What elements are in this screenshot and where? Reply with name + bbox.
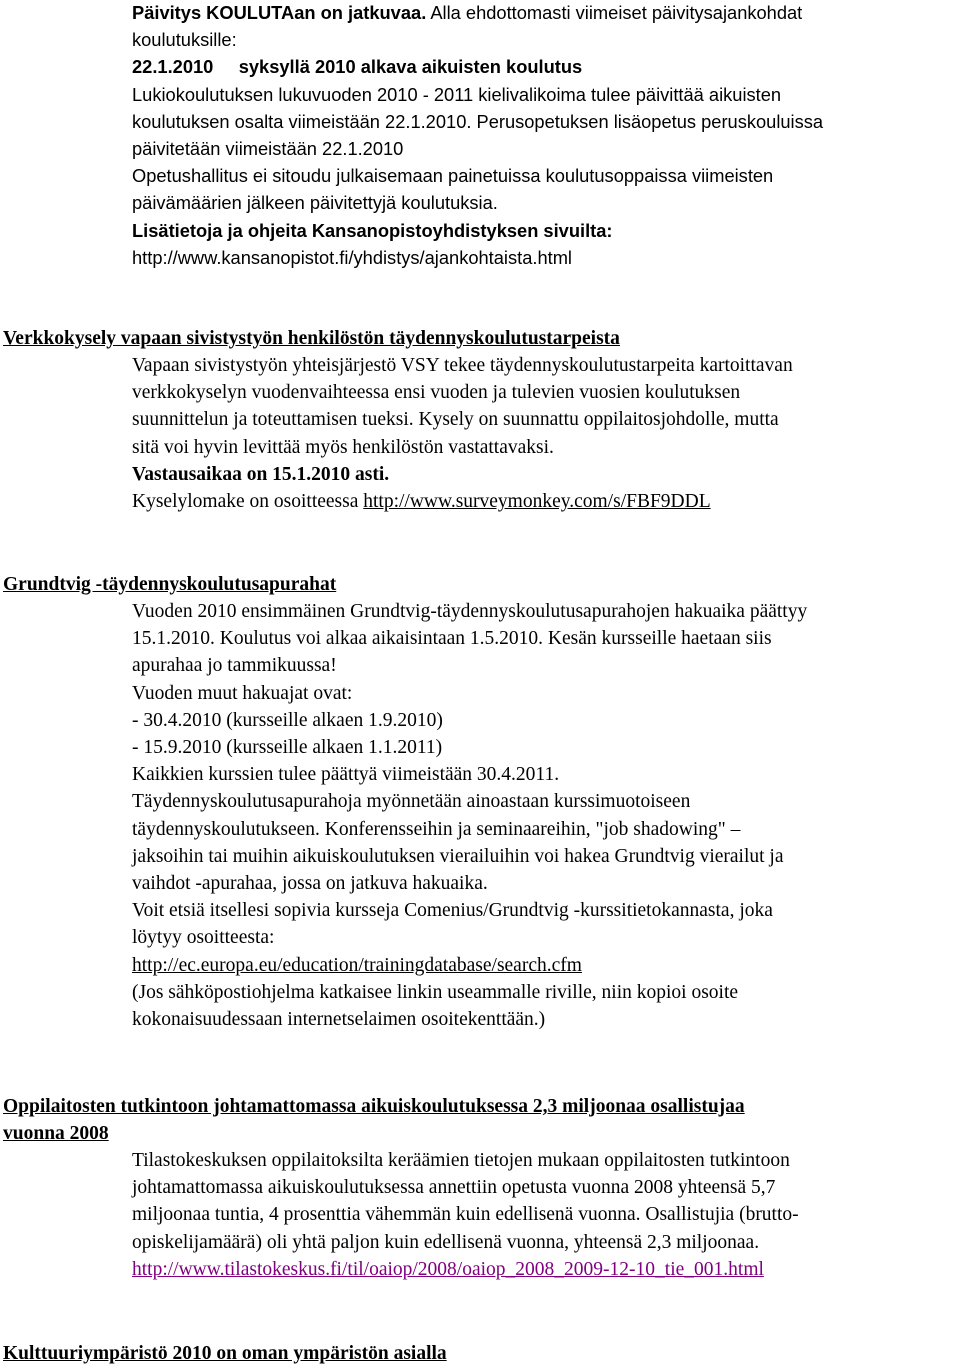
survey-body [132,352,958,515]
koulutan-more-info: Lisätietoja ja ohjeita Kansanopistoyhdistyksen sivuilta: [132,219,613,241]
statistics-heading [3,1093,953,1147]
koulutan-item1-line1: Lukiokoulutuksen lukuvuoden 2010 - 2011 kielivalikoima tulee päivittää aikuisten [132,83,782,105]
grundtvig-line5: - 30.4.2010 (kursseille alkaen 1.9.2010) [132,709,443,731]
grundtvig-line3: apurahaa jo tammikuussa! [132,655,337,677]
survey-line4: sitä voi hyvin levittää myös henkilöstön vastattavaksi. [132,436,554,458]
grundtvig-line4: Vuoden muut hakuajat ovat: [132,682,353,704]
survey-line1: Vapaan sivistystyön yhteisjärjestö VSY tekee täydennyskoulutustarpeita kartoittavan [132,355,793,376]
koulutan-section [132,0,958,271]
koulutan-item1-heading: 22.1.2010 syksyllä 2010 alkava aikuisten koulutus [132,56,583,78]
koulutan-more-link[interactable]: http://www.kansanopistot.fi/yhdistys/ajankohtaista.html [132,246,572,268]
survey-form-line [132,488,958,515]
koulutan-intro-line2: koulutuksille: [132,29,237,51]
koulutan-item1-line3: päivitetään viimeistään 22.1.2010 [132,138,404,160]
culture-heading: Kulttuuriympäristö 2010 on oman ympäristön asialla [3,1343,447,1364]
koulutan-item1-line2: koulutuksen osalta viimeistään 22.1.2010. Perusopetuksen lisäopetus peruskouluissa [132,110,824,132]
statistics-line1: Tilastokeskuksen oppilaitoksilta keräämien tietojen mukaan oppilaitosten tutkintoon [132,1150,790,1171]
statistics-heading-line2: vuonna 2008 [3,1123,109,1145]
survey-line2: verkkokyselyn vuodenvaihteessa ensi vuoden ja tulevien vuosien koulutuksen [132,382,741,404]
grundtvig-line9: täydennyskoulutukseen. Konferensseihin ja seminaareihin, "job shadowing" – [132,818,741,840]
statistics-line4: opiskelijamäärä) oli yhtä paljon kuin edellisenä vuonna, yhteensä 2,3 miljoonaa. [132,1231,760,1253]
survey-heading: Verkkokysely vapaan sivistystyön henkilöstön täydennyskoulutustarpeista [3,328,620,349]
grundtvig-body [132,598,958,1033]
grundtvig-heading: Grundtvig -täydennyskoulutusapurahat [3,574,337,595]
grundtvig-line15: kokonaisuudessaan internetselaimen osoitekenttään.) [132,1009,546,1031]
grundtvig-line6: - 15.9.2010 (kursseille alkaen 1.1.2011) [132,737,443,759]
grundtvig-line12: Voit etsiä itsellesi sopivia kursseja Comenius/Grundtvig -kurssitietokannasta, joka [132,900,773,922]
koulutan-intro-bold: Päivitys KOULUTAan on jatkuvaa. [132,2,427,23]
koulutan-intro [132,0,958,26]
koulutan-item2-line2: päivämäärien jälkeen päivitettyjä koulutuksia. [132,192,498,214]
statistics-line2: johtamattomassa aikuiskoulutuksessa annettiin opetusta vuonna 2008 yhteensä 5,7 [132,1177,776,1199]
grundtvig-line8: Täydennyskoulutusapurahoja myönnetään ainoastaan kurssimuotoiseen [132,791,691,813]
grundtvig-line1: Vuoden 2010 ensimmäinen Grundtvig-täydennyskoulutusapurahojen hakuaika päättyy [132,601,808,622]
survey-line3: suunnittelun ja toteuttamisen tueksi. Kysely on suunnattu oppilaitosjohdolle, mutta [132,409,779,431]
statistics-heading-line1: Oppilaitosten tutkintoon johtamattomassa aikuiskoulutuksessa 2,3 miljoonaa osallistujaa [3,1096,745,1117]
statistics-body [132,1147,958,1283]
grundtvig-line13: löytyy osoitteesta: [132,927,275,949]
grundtvig-line2: 15.1.2010. Koulutus voi alkaa aikaisintaan 1.5.2010. Kesän kursseille haetaan siis [132,628,772,650]
grundtvig-line7: Kaikkien kurssien tulee päättyä viimeistään 30.4.2011. [132,764,560,786]
survey-form-text: Kyselylomake on osoitteessa [132,491,364,513]
koulutan-item2-line1: Opetushallitus ei sitoudu julkaisemaan painetuissa koulutusoppaissa viimeisten [132,165,774,187]
koulutan-intro-rest: Alla ehdottomasti viimeiset päivitysajankohdat [426,2,803,23]
statistics-link[interactable]: http://www.tilastokeskus.fi/til/oaiop/2008/oaiop_2008_2009-12-10_tie_001.html [132,1258,764,1280]
grundtvig-link[interactable]: http://ec.europa.eu/education/trainingdatabase/search.cfm [132,954,582,976]
grundtvig-line14: (Jos sähköpostiohjelma katkaisee linkin useammalle riville, niin kopioi osoite [132,981,739,1003]
grundtvig-line11: vaihdot -apurahaa, jossa on jatkuva hakuaika. [132,873,488,895]
grundtvig-line10: jaksoihin tai muihin aikuiskoulutuksen vierailuihin voi hakea Grundtvig vierailut ja [132,845,784,867]
statistics-line3: miljoonaa tuntia, 4 prosenttia vähemmän kuin edellisenä vuonna. Osallistujia (brutto- [132,1204,799,1226]
survey-deadline: Vastausaikaa on 15.1.2010 asti. [132,463,390,485]
survey-form-link[interactable]: http://www.surveymonkey.com/s/FBF9DDL [363,491,711,513]
